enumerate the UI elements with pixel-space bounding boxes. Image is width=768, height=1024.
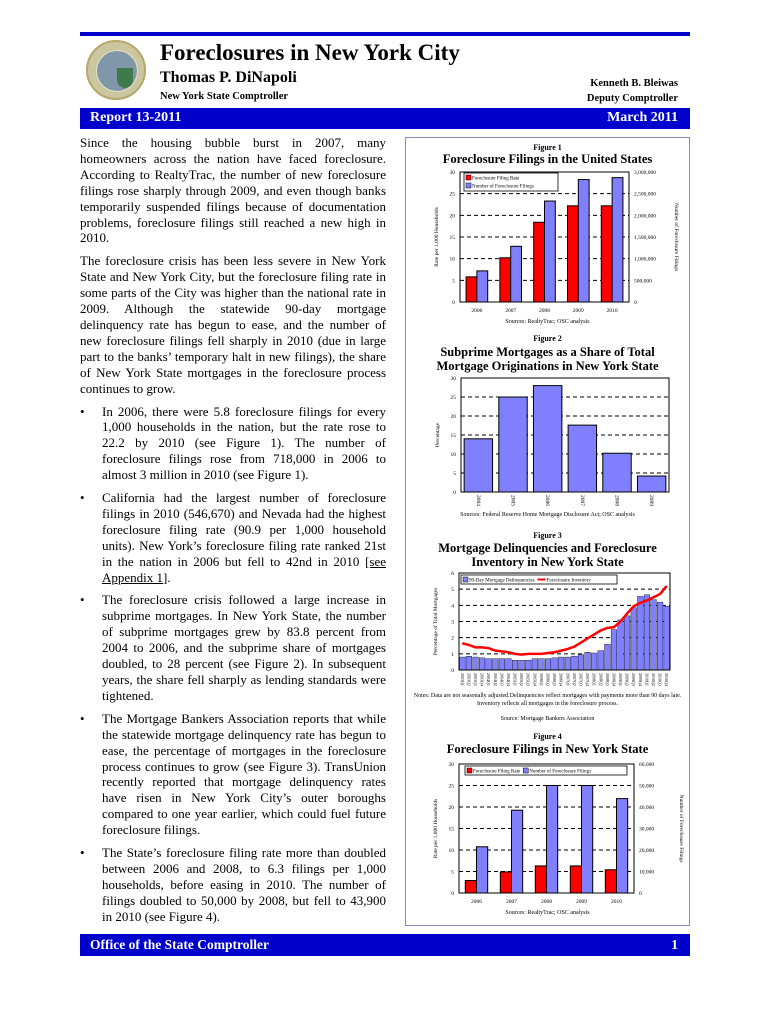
bar-number-of-foreclosure-filings bbox=[612, 178, 623, 302]
x-tick-label: 2004Q3 bbox=[499, 673, 505, 686]
y2-tick-label: 3,000,000 bbox=[634, 170, 656, 176]
legend-label: Foreclosure Filing Rate bbox=[473, 769, 521, 775]
bar-90-day-mortgage-delinquencies bbox=[624, 616, 630, 670]
bar-subprime-share bbox=[499, 397, 527, 492]
bar-subprime-share bbox=[533, 386, 561, 492]
y2-tick-label: 500,000 bbox=[634, 278, 652, 285]
x-tick-label: 2007 bbox=[578, 495, 585, 506]
y2-tick-label: 60,000 bbox=[639, 762, 655, 768]
y-axis-title: Rate per 1,000 Households bbox=[434, 207, 440, 267]
x-tick-label: 2006Q4 bbox=[558, 673, 564, 686]
bar-90-day-mortgage-delinquencies bbox=[486, 659, 492, 670]
page-number: 1 bbox=[671, 937, 678, 952]
y2-tick-label: 10,000 bbox=[639, 869, 655, 876]
bar-90-day-mortgage-delinquencies bbox=[664, 606, 670, 670]
paragraph: The foreclosure crisis has been less severe in New York State and New York City, but the foreclosure filing rate in some parts of the City was higher than the national rate in 2009. Although the statewide 90-day mortgage delinquency rate has begun to ease, and the number of new foreclosure filings fell sharply in 2010 (due in large part to the banks’ temporary halt in new filings), the share of New York State mortgages in the foreclosure process continues to grow. bbox=[80, 253, 386, 396]
list-item bbox=[80, 490, 386, 585]
report-number: Report 13-2011 bbox=[90, 110, 182, 125]
list-item: • The foreclosure crisis followed a large increase in subprime mortgages. In New York State, the number of subprime mortgages grew by 83.8 percent from 2004 to 2006, and the subprime share of mortgages doubled, to 28 percent (see Figure 2). In subsequent years, the share fell sharply as lending standards were tightened. bbox=[80, 592, 386, 703]
bar-number-of-foreclosure-filings bbox=[477, 271, 488, 302]
x-tick-label: 2007 bbox=[506, 899, 517, 905]
y2-tick-label: 30,000 bbox=[639, 826, 655, 833]
bar-90-day-mortgage-delinquencies bbox=[618, 620, 624, 670]
appendix-link[interactable]: [see Appendix 1] bbox=[102, 553, 386, 585]
y-tick-label: 30 bbox=[448, 762, 454, 768]
y-tick-label: 6 bbox=[451, 571, 454, 577]
bar-90-day-mortgage-delinquencies bbox=[466, 656, 472, 670]
figures-panel bbox=[405, 137, 690, 926]
y-tick-label: 5 bbox=[453, 471, 456, 477]
bar-90-day-mortgage-delinquencies bbox=[651, 600, 657, 670]
y-tick-label: 15 bbox=[450, 433, 456, 439]
bar-number-of-foreclosure-filings bbox=[617, 799, 628, 893]
x-tick-label: 2004Q2 bbox=[492, 673, 498, 686]
y-tick-label: 20 bbox=[449, 213, 455, 220]
figure-3-source: Source: Mortgage Bankers Association bbox=[500, 716, 595, 722]
x-tick-label: 2005Q1 bbox=[512, 673, 518, 686]
bar-foreclosure-filing-rate bbox=[465, 881, 476, 893]
bar-90-day-mortgage-delinquencies bbox=[473, 657, 479, 670]
x-tick-label: 2010 bbox=[611, 899, 622, 905]
bar-90-day-mortgage-delinquencies bbox=[506, 659, 512, 670]
bar-90-day-mortgage-delinquencies bbox=[479, 658, 485, 670]
list-item: • In 2006, there were 5.8 foreclosure filings for every 1,000 households in the nation, but the rate rose to 22.2 by 2010 (see Figure 1). The number of foreclosure filings rose from 718,000 in 2006 to almost 3 million in 2010 (see Figure 1). bbox=[80, 404, 386, 484]
figure-4-title: Foreclosure Filings in New York State bbox=[446, 742, 649, 756]
author-role: New York State Comptroller bbox=[160, 91, 289, 102]
bar-foreclosure-filing-rate bbox=[601, 206, 612, 302]
bar-90-day-mortgage-delinquencies bbox=[532, 659, 538, 670]
report-title: Foreclosures in New York City bbox=[160, 40, 460, 65]
y-tick-label: 25 bbox=[449, 191, 455, 198]
legend-swatch bbox=[523, 768, 528, 773]
x-tick-label: 2010Q1 bbox=[644, 673, 650, 686]
x-tick-label: 2009 bbox=[576, 899, 587, 905]
bar-number-of-foreclosure-filings bbox=[578, 180, 589, 302]
bar-90-day-mortgage-delinquencies bbox=[499, 659, 505, 670]
y-tick-label: 0 bbox=[451, 668, 454, 674]
bar-90-day-mortgage-delinquencies bbox=[558, 657, 564, 670]
paragraph: Since the housing bubble burst in 2007, many homeowners across the nation have faced foreclosure. According to RealtyTrac, the number of new foreclosure filings rose sharply through 2009, and even though banks temporarily suspended filings because of documentation problems, foreclosure filings still reached a new high in 2010. bbox=[80, 135, 386, 246]
x-tick-label: 2009Q2 bbox=[624, 673, 630, 686]
bar-90-day-mortgage-delinquencies bbox=[578, 655, 584, 670]
x-tick-label: 2003Q2 bbox=[466, 673, 472, 686]
bar-foreclosure-filing-rate bbox=[466, 277, 477, 302]
figure-4-label: Figure 4 bbox=[533, 732, 562, 741]
figure-4-source: Sources: RealtyTrac; OSC analysis bbox=[505, 910, 590, 916]
list-item: • The Mortgage Bankers Association reports that while the statewide mortgage delinquency rate has begun to ease, the percentage of mortgages in the foreclosure process continues to grow (see Figure 3). TransUnion recently reported that mortgage delinquency rates have risen in New York City’s outer boroughs compared to one year earlier, which could fuel future foreclosure filings. bbox=[80, 711, 386, 838]
x-tick-label: 2009Q4 bbox=[637, 673, 643, 686]
y2-tick-label: 20,000 bbox=[639, 848, 655, 854]
header-rule bbox=[80, 32, 690, 36]
y2-tick-label: 0 bbox=[639, 891, 642, 897]
bar-subprime-share bbox=[464, 439, 492, 492]
bar-90-day-mortgage-delinquencies bbox=[611, 630, 617, 670]
figure-1-title: Foreclosure Filings in the United States bbox=[442, 152, 653, 166]
bar-90-day-mortgage-delinquencies bbox=[512, 660, 518, 670]
list-item-text: California had the largest number of foreclosure filings in 2010 (546,670) and Nevada had the highest foreclosure filing rate (90.9 per 1,000 household units). New York’s foreclosure filing rate ranked 21st in the nation in 2006 but fell to 42nd in 2010 bbox=[102, 490, 386, 569]
y-tick-label: 30 bbox=[449, 170, 455, 176]
report-date: March 2011 bbox=[607, 110, 678, 125]
x-tick-label: 2007Q4 bbox=[585, 673, 591, 686]
bar-90-day-mortgage-delinquencies bbox=[552, 658, 558, 670]
x-tick-label: 2010 bbox=[606, 308, 618, 314]
figure-3-note: Notes: Data are not seasonally adjusted.Delinquencies reflect mortgages with payments more than 90 days late. Inventory reflects all mortgages in the foreclosure process. bbox=[413, 693, 682, 707]
y-tick-label: 1 bbox=[451, 651, 454, 658]
bar-number-of-foreclosure-filings bbox=[582, 786, 593, 894]
body-text bbox=[80, 135, 386, 932]
y-tick-label: 5 bbox=[451, 587, 454, 594]
bar-foreclosure-filing-rate bbox=[535, 866, 546, 893]
y-tick-label: 30 bbox=[450, 376, 456, 382]
y-tick-label: 0 bbox=[452, 300, 455, 306]
legend-label: Number of Foreclosure Filings bbox=[529, 769, 592, 775]
bar-90-day-mortgage-delinquencies bbox=[585, 652, 591, 670]
x-tick-label: 2006 bbox=[544, 495, 551, 506]
bar-90-day-mortgage-delinquencies bbox=[545, 659, 551, 670]
y-tick-label: 4 bbox=[451, 603, 454, 610]
bar-foreclosure-filing-rate bbox=[567, 206, 578, 302]
bar-90-day-mortgage-delinquencies bbox=[492, 659, 498, 670]
y-tick-label: 5 bbox=[451, 869, 454, 876]
x-tick-label: 2004Q4 bbox=[505, 673, 511, 686]
bar-90-day-mortgage-delinquencies bbox=[519, 660, 525, 670]
x-tick-label: 2003Q3 bbox=[472, 673, 478, 686]
figure-1-label: Figure 1 bbox=[533, 143, 562, 152]
legend-label: Number of Foreclosure Filings bbox=[472, 184, 534, 190]
legend-label: Foreclosure Filing Rate bbox=[472, 176, 520, 182]
figure-3-title: Mortgage Delinquencies and Foreclosure Inventory in New York State bbox=[438, 541, 657, 569]
bar-subprime-share bbox=[637, 476, 665, 492]
bar-90-day-mortgage-delinquencies bbox=[525, 660, 531, 670]
x-tick-label: 2005Q2 bbox=[519, 673, 525, 686]
x-tick-label: 2008 bbox=[541, 899, 552, 905]
bar-foreclosure-filing-rate bbox=[500, 872, 511, 893]
x-tick-label: 2010Q2 bbox=[651, 673, 657, 686]
x-tick-label: 2003Q4 bbox=[479, 673, 485, 686]
deputy-block bbox=[587, 76, 678, 106]
x-tick-label: 2004 bbox=[474, 495, 481, 506]
figure-2-label: Figure 2 bbox=[533, 334, 562, 343]
bar-90-day-mortgage-delinquencies bbox=[539, 659, 545, 670]
y-tick-label: 25 bbox=[448, 783, 454, 790]
y-tick-label: 2 bbox=[451, 635, 454, 642]
y-axis-title: Percentage bbox=[435, 422, 441, 448]
y-tick-label: 20 bbox=[448, 805, 454, 811]
footer-office: Office of the State Comptroller bbox=[90, 937, 269, 952]
bar-90-day-mortgage-delinquencies bbox=[637, 596, 643, 670]
author-name: Thomas P. DiNapoli bbox=[160, 69, 297, 86]
bar-90-day-mortgage-delinquencies bbox=[644, 595, 650, 670]
bar-number-of-foreclosure-filings bbox=[512, 810, 523, 893]
y-axis-title: Rate per 1,000 Households bbox=[433, 798, 439, 859]
legend-swatch bbox=[466, 175, 471, 180]
bar-foreclosure-filing-rate bbox=[605, 870, 616, 893]
bar-90-day-mortgage-delinquencies bbox=[591, 653, 597, 670]
x-tick-label: 2007Q3 bbox=[578, 673, 584, 686]
list-item-text: . bbox=[167, 569, 171, 585]
y2-tick-label: 50,000 bbox=[639, 783, 655, 790]
legend-swatch bbox=[463, 577, 468, 582]
figure-3-label: Figure 3 bbox=[533, 531, 562, 540]
legend-label: 90-Day Mortgage Delinquencies bbox=[469, 578, 535, 584]
x-tick-label: 2008Q2 bbox=[598, 673, 604, 686]
y-tick-label: 10 bbox=[449, 256, 455, 263]
figure-2-title: Subprime Mortgages as a Share of Total Mortgage Originations in New York State bbox=[436, 345, 659, 373]
bar-foreclosure-filing-rate bbox=[500, 258, 511, 302]
bar-number-of-foreclosure-filings bbox=[547, 786, 558, 894]
x-tick-label: 2005Q4 bbox=[532, 673, 538, 686]
x-tick-label: 2006Q3 bbox=[552, 673, 558, 686]
state-seal-logo bbox=[86, 40, 146, 100]
y-tick-label: 0 bbox=[451, 891, 454, 897]
x-tick-label: 2009Q1 bbox=[618, 673, 624, 686]
bar-number-of-foreclosure-filings bbox=[511, 246, 522, 302]
x-tick-label: 2009 bbox=[648, 495, 655, 506]
y2-axis-title: Number of Foreclosure Filings bbox=[673, 203, 679, 271]
y2-tick-label: 0 bbox=[634, 300, 637, 306]
x-tick-label: 2007 bbox=[505, 308, 517, 314]
x-tick-label: 2008Q4 bbox=[611, 673, 617, 686]
bar-90-day-mortgage-delinquencies bbox=[657, 602, 663, 670]
x-tick-label: 2004Q1 bbox=[486, 673, 492, 686]
y2-axis-title: Number of Foreclosure Filings bbox=[678, 794, 684, 863]
y-tick-label: 25 bbox=[450, 395, 456, 401]
x-tick-label: 2008Q3 bbox=[604, 673, 610, 686]
page-footer bbox=[80, 934, 690, 956]
y-tick-label: 10 bbox=[450, 452, 456, 458]
x-tick-label: 2006 bbox=[471, 308, 483, 314]
x-tick-label: 2003Q1 bbox=[459, 673, 465, 686]
bar-90-day-mortgage-delinquencies bbox=[598, 651, 604, 670]
y-tick-label: 0 bbox=[453, 490, 456, 496]
y-tick-label: 5 bbox=[452, 278, 455, 285]
y-axis-title: Percentage of Total Mortgages bbox=[433, 587, 439, 656]
bar-number-of-foreclosure-filings bbox=[477, 847, 488, 893]
x-tick-label: 2006 bbox=[471, 899, 482, 905]
bar-foreclosure-filing-rate bbox=[534, 222, 545, 302]
y-tick-label: 10 bbox=[448, 848, 454, 854]
y-tick-label: 15 bbox=[448, 826, 454, 833]
x-tick-label: 2007Q1 bbox=[565, 673, 571, 686]
x-tick-label: 2005Q3 bbox=[525, 673, 531, 686]
x-tick-label: 2010Q4 bbox=[664, 673, 670, 686]
bar-subprime-share bbox=[603, 453, 631, 492]
legend-swatch bbox=[467, 768, 472, 773]
deputy-role: Deputy Comptroller bbox=[586, 93, 678, 104]
y-tick-label: 20 bbox=[450, 414, 456, 420]
x-tick-label: 2008 bbox=[613, 495, 620, 506]
bullet-list bbox=[80, 404, 386, 925]
bar-subprime-share bbox=[568, 425, 596, 492]
bar-90-day-mortgage-delinquencies bbox=[631, 608, 637, 670]
figure-2-source: Sources: Federal Reserve Home Mortgage Disclosure Act; OSC analysis bbox=[460, 512, 635, 518]
bar-number-of-foreclosure-filings bbox=[545, 201, 556, 302]
bar-foreclosure-filing-rate bbox=[570, 866, 581, 893]
y2-tick-label: 40,000 bbox=[639, 805, 655, 811]
x-tick-label: 2008Q1 bbox=[591, 673, 597, 686]
x-tick-label: 2009Q3 bbox=[631, 673, 637, 686]
bar-90-day-mortgage-delinquencies bbox=[459, 657, 465, 670]
x-tick-label: 2009 bbox=[572, 308, 584, 314]
x-tick-label: 2006Q1 bbox=[538, 673, 544, 686]
x-tick-label: 2010Q3 bbox=[657, 673, 663, 686]
x-tick-label: 2008 bbox=[539, 308, 550, 314]
legend-label: Foreclosure Inventory bbox=[546, 578, 591, 584]
y-tick-label: 3 bbox=[451, 619, 454, 626]
bar-90-day-mortgage-delinquencies bbox=[565, 657, 571, 670]
bar-90-day-mortgage-delinquencies bbox=[605, 644, 611, 670]
deputy-name: Kenneth B. Bleiwas bbox=[590, 78, 678, 89]
y2-tick-label: 1,500,000 bbox=[634, 235, 656, 241]
x-tick-label: 2006Q2 bbox=[545, 673, 551, 686]
y2-tick-label: 2,000,000 bbox=[634, 213, 656, 220]
figure-1-source: Sources: RealtyTrac; OSC analysis bbox=[505, 319, 590, 325]
legend-swatch bbox=[466, 183, 471, 188]
list-item: • The State’s foreclosure filing rate more than doubled between 2006 and 2008, to 6.3 filings per 1,000 households, before easing in 2010. The number of filings doubled to 50,000 by 2008, but fell to 43,900 in 2010 (see Figure 4). bbox=[80, 845, 386, 925]
x-tick-label: 2005 bbox=[509, 495, 516, 506]
y2-tick-label: 1,000,000 bbox=[634, 256, 656, 263]
y-tick-label: 15 bbox=[449, 235, 455, 241]
bar-90-day-mortgage-delinquencies bbox=[572, 656, 578, 670]
x-tick-label: 2007Q2 bbox=[571, 673, 577, 686]
report-banner bbox=[80, 108, 690, 129]
y2-tick-label: 2,500,000 bbox=[634, 191, 656, 198]
